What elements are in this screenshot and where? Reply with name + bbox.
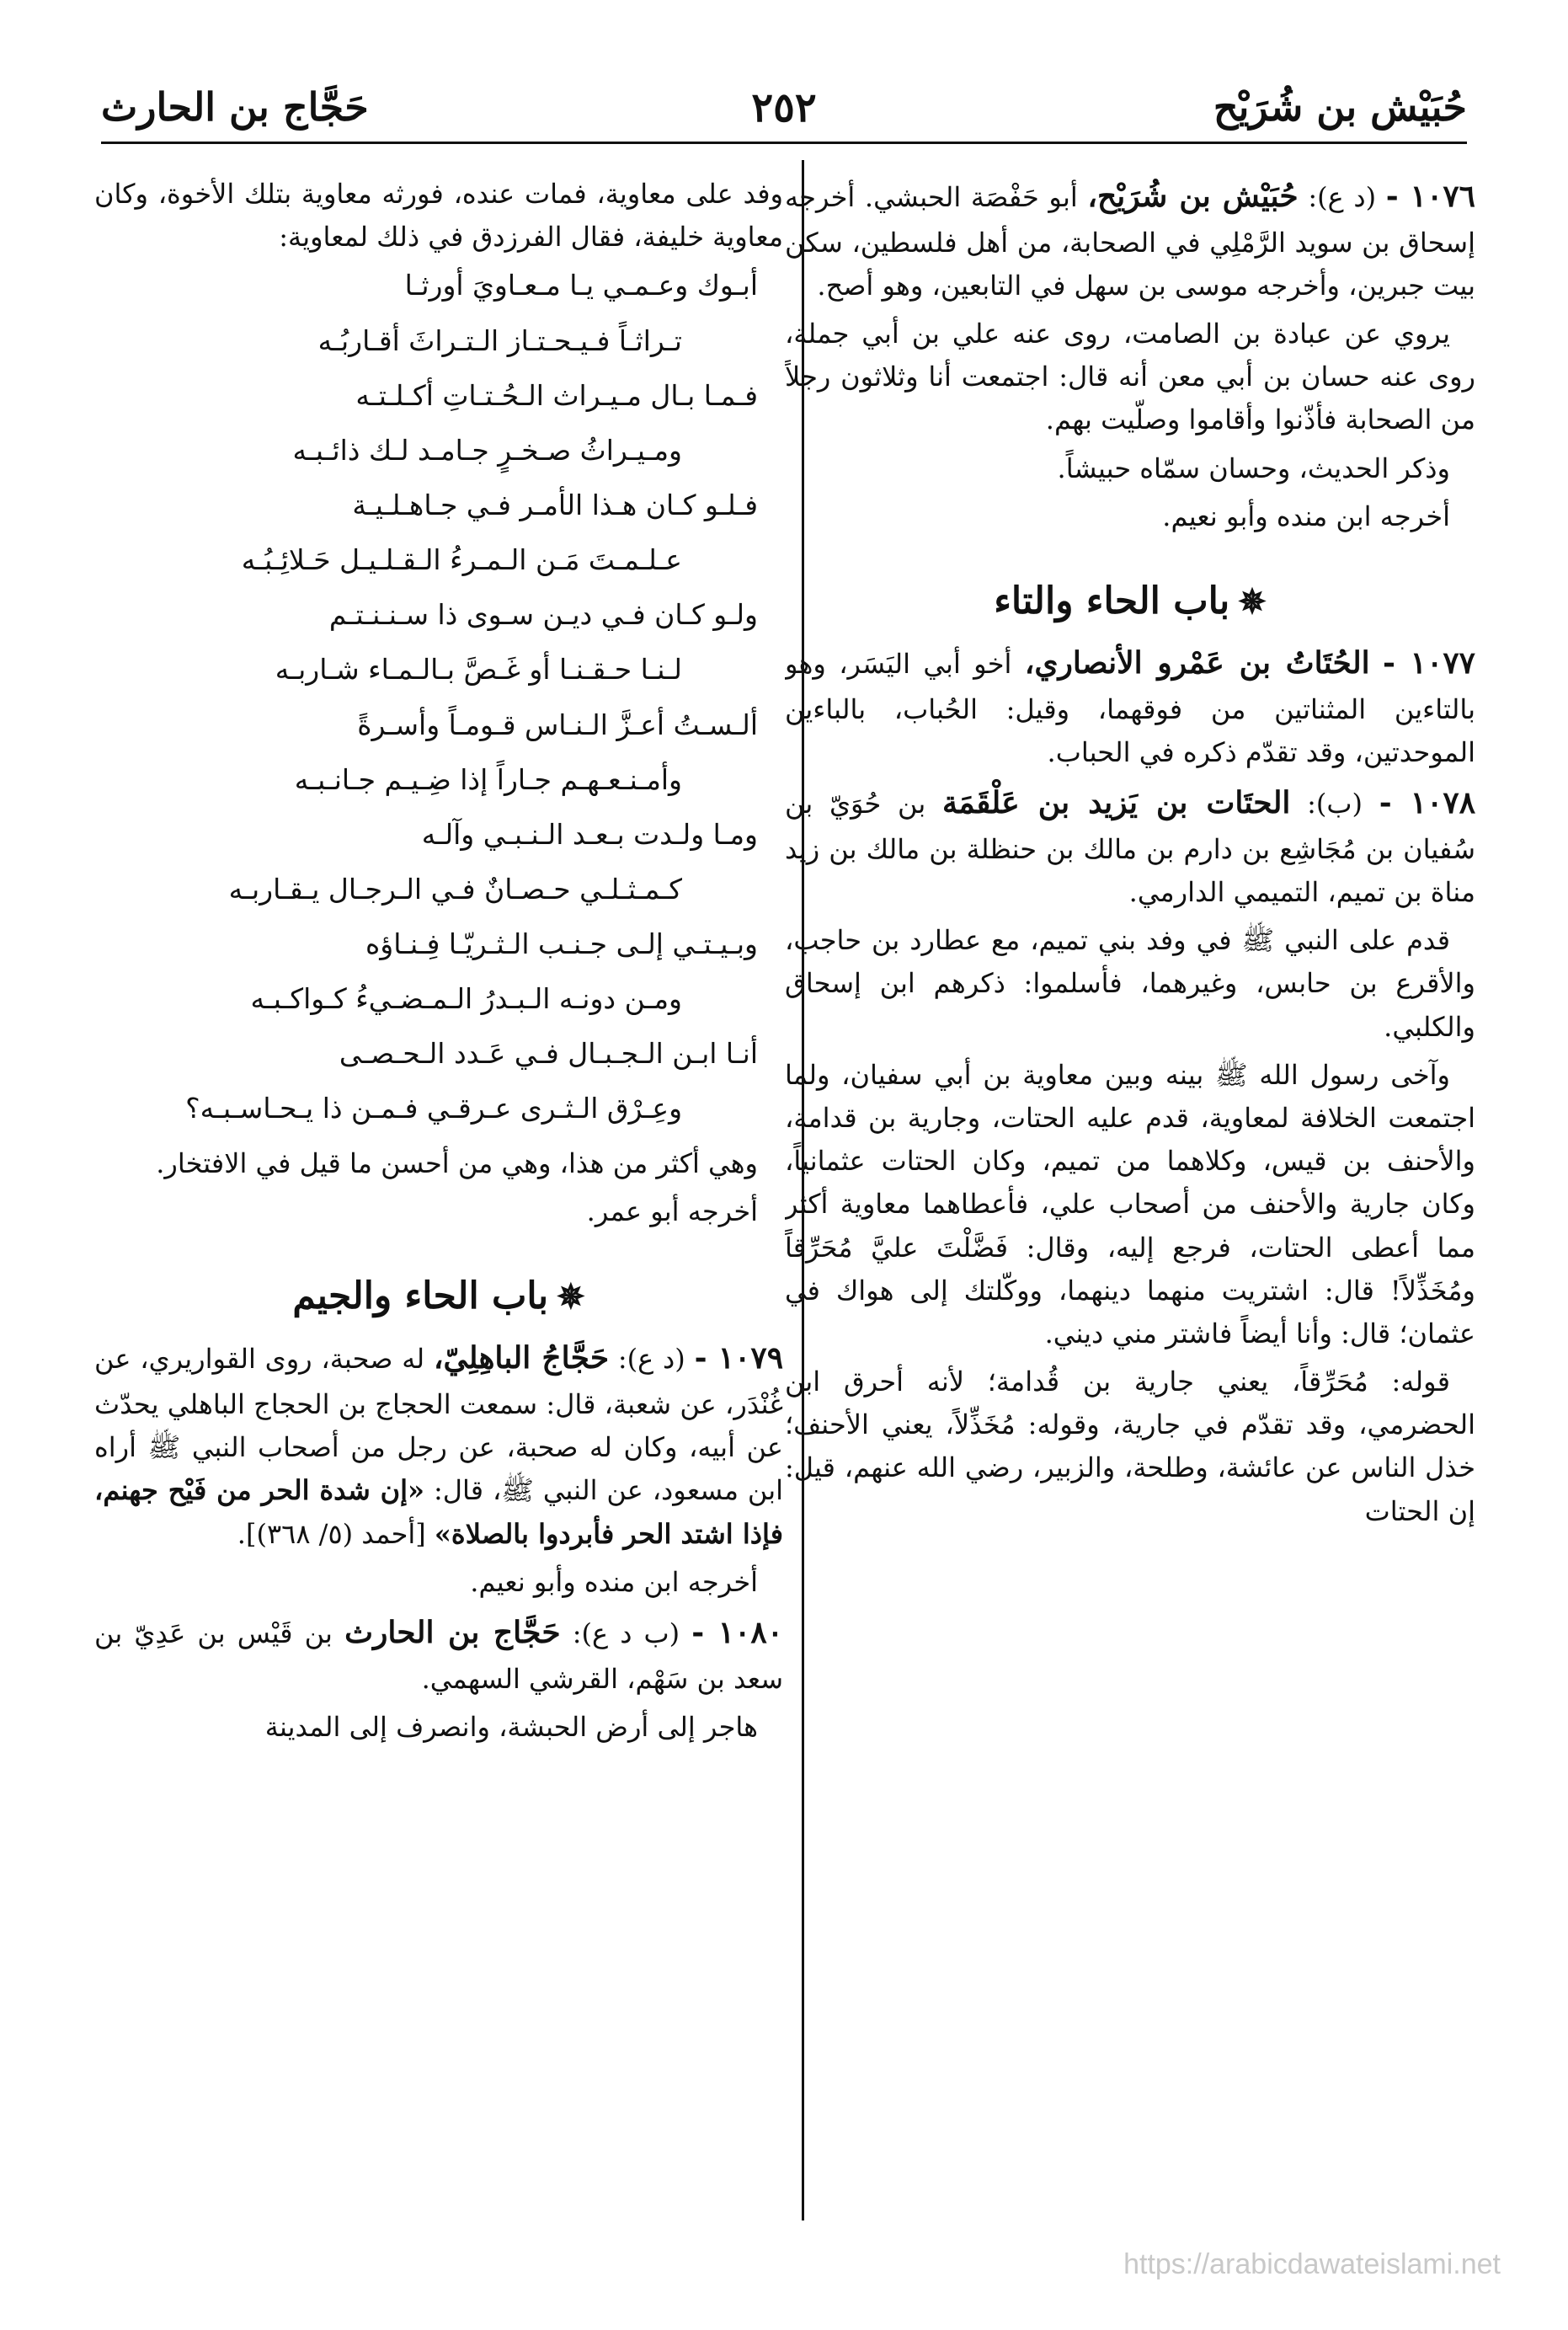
star-ornament-icon: ✵	[557, 1277, 585, 1317]
verse-line: ومـا ولـدت بـعـد الـنـبـي وآلـه	[421, 817, 758, 851]
entry-code: (د ع):	[1308, 181, 1377, 213]
star-ornament-icon: ✵	[1238, 581, 1267, 622]
entry-name: الحُتَاتُ بن عَمْرو الأنصاري،	[1024, 645, 1370, 681]
paragraph: وآخى رسول الله ﷺ بينه وبين معاوية بن أبي سفيان، ولما اجتمعت الخلافة لمعاوية، قدم عليه الحتات، وجارية بن قدامة، والأحنف بن قيس، وكلاهما من تميم، وكان الحتات عثمانياً، وكان جارية والأحنف من أصحاب علي، فأعطاهما معاوية أكثر مما أعطى الحتات، فرجع إليه، وقال: فَضَّلْتَ عليَّ مُحَرِّقاً ومُخَذِّلاً! قال: اشتريت منهما دينهما، ووكّلتك إلى هواك في عثمان؛ قال: وأنا أيضاً فاشتر مني ديني.	[785, 1058, 1475, 1349]
left-column	[94, 173, 783, 2220]
verse-line: وأمـنـعـهـم جـاراً إذا ضِـيـم جـانـبـه	[294, 762, 682, 796]
section-heading	[785, 572, 1475, 631]
verse-line: فـلـو كـان هـذا الأمـر فـي جـاهـلـيـة	[352, 488, 758, 521]
paragraph: وذكر الحديث، وحسان سمّاه حبيشاً.	[1057, 452, 1450, 484]
entry-1076	[785, 173, 1475, 307]
entry-1077	[785, 639, 1475, 774]
entry-1079	[94, 1334, 783, 1555]
verse-line: فـمـا بـال مـيـراث الـحُـتـاتِ أكـلـتـه	[355, 378, 758, 412]
source-note: أخرجه ابن منده وأبو نعيم.	[470, 1565, 758, 1598]
section-title: باب الحاء والتاء	[994, 579, 1230, 623]
running-title-left: حَجَّاج بن الحارث	[101, 84, 369, 130]
paragraph: يروي عن عبادة بن الصامت، روى عنه علي بن أبي جملة، روى عنه حسان بن أبي معن أنه قال: اجتمعت أنا وثلاثون رجلاً من الصحابة فأذّنوا وأقاموا وصلّيت بهم.	[785, 317, 1475, 436]
right-column	[785, 173, 1475, 2220]
entry-1078	[785, 779, 1475, 914]
verse-line: ومـيـراثُ صـخـرٍ جـامـد لـك ذائـبـه	[292, 433, 682, 467]
header-rule	[101, 142, 1467, 144]
page-number: ٢٥٢	[751, 84, 817, 131]
verse-line: عـلـمـتَ مَـن الـمـرءُ الـقـلـيـل حَـلائِـبُـه	[241, 543, 682, 577]
paragraph: قوله: مُحَرِّقاً، يعني جارية بن قُدامة؛ لأنه أحرق ابن الحضرمي، وقد تقدّم في جارية، وقوله: مُخَذِّلاً، يعني الأحنف؛ خذل الناس عن عائشة، وطلحة، والزبير، رضي الله عنهم، قيل: إن الحتات	[785, 1365, 1475, 1527]
entry-code: (ب):	[1307, 788, 1363, 820]
paragraph: قدم على النبي ﷺ في وفد بني تميم، مع عطارد بن حاجب، والأقرع بن حابس، وغيرهما، فأسلموا: ذكرهم ابن إسحاق والكلبي.	[785, 924, 1475, 1043]
poem	[94, 264, 783, 1130]
entry-number: ١٠٨٠ -	[691, 1614, 783, 1650]
entry-number: ١٠٧٦ -	[1385, 179, 1475, 214]
verse-line: كـمـثـلـي حـصـانٌ فـي الـرجـال يـقـاربـه	[228, 872, 682, 906]
entry-number: ١٠٧٨ -	[1379, 785, 1475, 821]
running-title-right: حُبَيْش بن شُرَيْح	[1213, 84, 1467, 130]
verse-line: أبـوك وعـمـي يـا مـعـاويَ أورثـا	[404, 269, 758, 302]
verse-line: لـنـا حـقـنـا أو غَـصَّ بـالـمـاء شـاربـه	[275, 653, 682, 687]
entry-text: بن حُوَيّ بن سُفيان بن مُجَاشِع بن دارم بن مالك بن حنظلة بن مالك بن زيد مناة بن تميم، التميمي الدارمي.	[785, 788, 1475, 909]
verse-line: أنـا ابـن الـجـبـال فـي عَـدد الـحـصـى	[339, 1037, 758, 1071]
verse-line: وبـيـتـي إلـى جـنـب الـثـريّـا فِـنـاؤه	[365, 927, 758, 961]
entry-name: حَجَّاجُ الباهِلِيّ،	[433, 1340, 610, 1376]
entry-code: (د ع):	[617, 1343, 685, 1376]
section-title: باب الحاء والجيم	[292, 1275, 549, 1317]
source-note: أخرجه أبو عمر.	[586, 1194, 758, 1227]
entry-text: له صحبة، روى القواريري، عن غُنْدَر، عن شعبة، قال: سمعت الحجاج بن الحجاج الباهلي يحدّث عن أبيه، وكان له صحبة، عن رجل من أصحاب النبي ﷺ أراه ابن مسعود، عن النبي ﷺ، قال:	[94, 1343, 783, 1507]
verse-line: تـراثـاً فـيـحـتـاز الـتـراثَ أقـاربُـه	[317, 323, 682, 357]
entry-number: ١٠٧٧ -	[1383, 645, 1475, 681]
entry-name: حُبَيْش بن شُرَيْح،	[1087, 179, 1299, 214]
verse-line: ولـو كـان فـي ديـن سـوى ذا سـنـنـتـم	[328, 598, 758, 632]
entry-name: الحتَات بن يَزيد بن عَلْقَمَة	[941, 785, 1291, 821]
paragraph: وهي أكثر من هذا، وهي من أحسن ما قيل في الافتخار.	[156, 1146, 758, 1179]
paragraph: وفد على معاوية، فمات عنده، فورثه معاوية بتلك الأخوة، وكان معاوية خليفة، فقال الفرزدق في ذلك لمعاوية:	[94, 178, 783, 254]
entry-number: ١٠٧٩ -	[694, 1340, 783, 1376]
source-note: أخرجه ابن منده وأبو نعيم.	[1162, 500, 1450, 532]
entry-1080	[94, 1609, 783, 1701]
verse-line: ومـن دونـه الـبـدرُ الـمـضـيءُ كـواكـبـه	[250, 982, 682, 1016]
verse-line: ألـسـتُ أعـزَّ الـنـاس قـومـاً وأسـرةً	[357, 708, 758, 741]
entry-name: حَجَّاج بن الحارث	[344, 1614, 561, 1650]
entry-text: أخو أبي اليَسَر، وهو بالتاءين المثناتين من فوقهما، وقيل: الحُباب، بالباءين الموحدتين، وقد تقدّم ذكره في الحباب.	[785, 648, 1475, 769]
hadith-reference: [أحمد (٥/ ٣٦٨)].	[237, 1517, 426, 1550]
verse-line: وعِـرْق الـثـرى عـرقـي فـمـن ذا يـحـاسـبـه؟	[185, 1092, 682, 1125]
watermark-url: https://arabicdawateislami.net	[1123, 2248, 1501, 2280]
entry-code: (ب د ع):	[572, 1617, 680, 1649]
section-heading	[94, 1267, 783, 1326]
page-header	[101, 84, 1467, 143]
hadith-text: «إن شدة الحر من فَيْح جهنم، فإذا اشتد الحر فأبردوا بالصلاة»	[94, 1474, 783, 1550]
entry-text: أبو حَفْصَة الحبشي. أخرجه إسحاق بن سويد الرَّمْلِي في الصحابة، من أهل فلسطين، سكن بيت جبرين، وأخرجه موسى بن سهل في التابعين، وهو أصح.	[785, 181, 1475, 302]
entry-text: بن قَيْس بن عَدِيّ بن سعد بن سَهْم، القرشي السهمي.	[94, 1617, 783, 1695]
paragraph: هاجر إلى أرض الحبشة، وانصرف إلى المدينة	[264, 1710, 758, 1743]
